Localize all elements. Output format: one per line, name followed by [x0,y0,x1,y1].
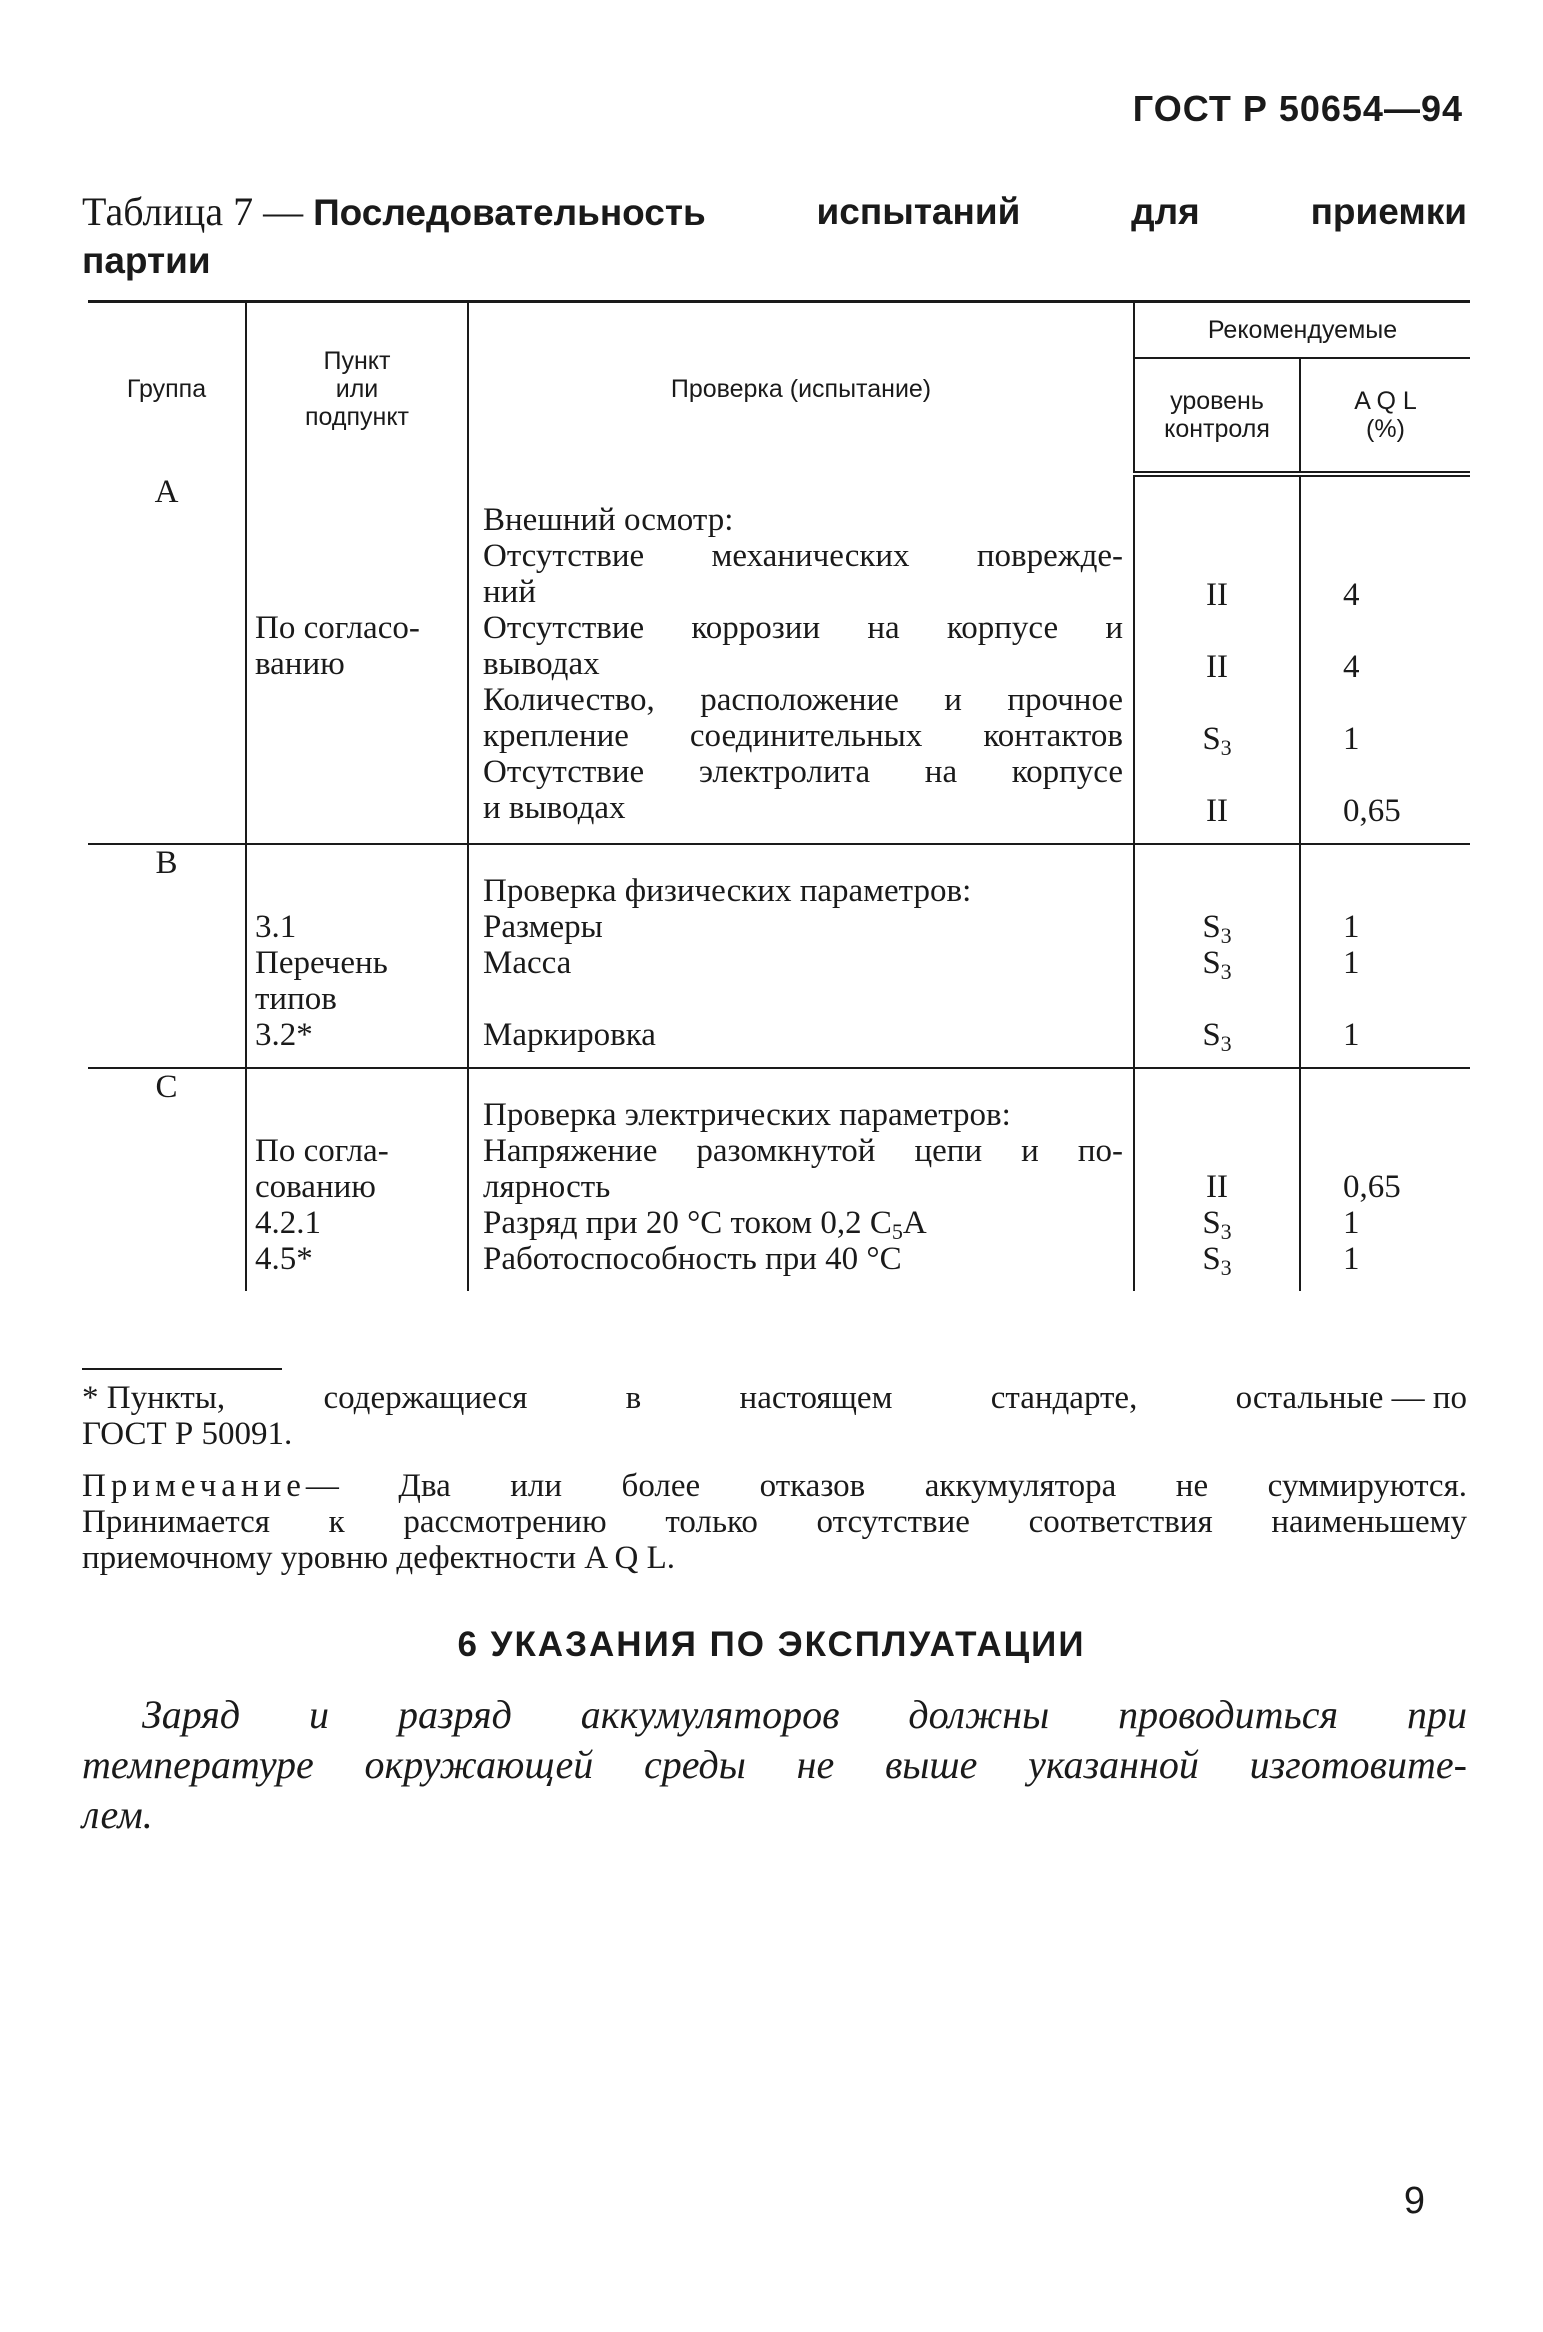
cell-check [468,844,1134,1068]
cell-line: $S_3$ [1135,1017,1299,1053]
cell-line: 3.2* [255,1017,313,1053]
cell-line [1343,873,1470,909]
cell-line [1343,981,1470,1017]
cell-line: 4.2.1 [255,1205,321,1241]
header-aql [1300,358,1470,474]
cell-line [1135,873,1299,909]
cell-line: ний [483,574,536,610]
footnote-rule [82,1368,282,1370]
header-clause-line-3: подпункт [305,402,409,431]
caption-word-2: испытаний [816,191,1021,232]
cell-level [1134,844,1300,1068]
cell-aql [1300,844,1470,1068]
footnote-line-2: ГОСТ Р 50091. [82,1416,293,1452]
cell-aql [1300,1068,1470,1291]
footnote-word: * Пункты, [82,1380,226,1416]
table-body [88,474,1470,1291]
subscript: 3 [1220,1219,1232,1241]
subscript: 3 [1220,1255,1232,1277]
cell-line: $S_3$ [1135,721,1299,757]
footnote-word: содержащиеся [323,1380,528,1416]
cell-line [1343,505,1470,541]
cell-line [1135,757,1299,793]
header-level-line-2: контроля [1164,415,1270,443]
cell-clause [246,1068,468,1291]
cell-line [1135,613,1299,649]
cell-level [1134,474,1300,844]
cell-line: 4.5* [255,1241,313,1277]
header-level-line-1: уровень [1170,387,1264,415]
cell-line: 4 [1343,577,1360,613]
cell-line [1135,1097,1299,1133]
cell-group: A [88,474,246,844]
cell-line: лярность [483,1169,611,1205]
cell-line: $S_3$ [1135,1241,1299,1277]
note-line-2: Принимается к рассмотрению только отсутствие соответствия наименьшему [82,1504,1467,1540]
cell-line: II [1206,649,1228,685]
cell-line [1343,613,1470,649]
footnote [82,1380,1467,1452]
cell-line: Отсутствие коррозии на корпусе и [483,610,1123,646]
cell-line [1343,685,1470,721]
header-recommended: Рекомендуемые [1134,302,1470,359]
cell-line [255,682,467,718]
cell-line [1135,685,1299,721]
cell-line [1343,1133,1470,1169]
cell-line: ванию [255,646,345,682]
cell-line: типов [255,981,337,1017]
cell-line: 0,65 [1343,793,1401,829]
header-clause-line-1: Пункт [323,346,391,375]
subscript: 5 [891,1219,903,1241]
cell-line [255,754,467,790]
cell-group: B [88,844,246,1068]
cell-line: 1 [1343,945,1360,981]
cell-group: C [88,1068,246,1291]
page-number: 9 [1403,2180,1425,2222]
note [82,1468,1467,1576]
note-line-1: — Два или более отказов аккумулятора не суммируются. [305,1468,1467,1504]
cell-line [1135,1133,1299,1169]
cell-line: По согласо- [255,610,420,646]
cell-line: 1 [1343,1205,1360,1241]
section-line-2: температуре окружающей среды не выше указанной изготовите- [82,1742,1467,1787]
cell-line: выводах [483,646,600,682]
cell-line: 1 [1343,909,1360,945]
note-label: Примечание [82,1468,306,1504]
cell-aql [1300,474,1470,844]
cell-line: Разряд при 20 °С током 0,2 $C_5A$ [483,1205,1123,1241]
cell-level [1134,1068,1300,1291]
footnote-word: стандарте, [990,1380,1138,1416]
section-line-3: лем. [82,1792,153,1837]
cell-line: и выводах [483,790,626,826]
cell-line: Работоспособность при 40 °С [483,1241,902,1277]
section-body [82,1690,1467,1840]
cell-line: II [1206,577,1228,613]
cell-line: 1 [1343,721,1360,757]
cell-clause [246,844,468,1068]
cell-line: Размеры [483,909,603,945]
cell-line: Маркировка [483,1017,656,1053]
cell-clause [246,474,468,844]
cell-line [1343,541,1470,577]
subscript: 3 [1220,1031,1232,1053]
header-clause-line-2: или [335,374,379,403]
cell-line: Напряжение разомкнутой цепи и по- [483,1133,1123,1169]
section-title: 6 УКАЗАНИЯ ПО ЭКСПЛУАТАЦИИ [457,1625,1086,1664]
section-line-1: Заряд и разряд аккумуляторов должны проводиться при [142,1692,1467,1737]
note-line-3: приемочному уровню дефектности A Q L. [82,1540,676,1576]
cell-line: $S_3$ [1135,909,1299,945]
cell-line: 0,65 [1343,1169,1401,1205]
cell-line: Количество, расположение и прочное [483,682,1123,718]
test-sequence-table [88,300,1470,1291]
cell-line [483,981,1123,1017]
table-row [88,474,1470,844]
cell-line: Отсутствие механических поврежде- [483,538,1123,574]
cell-line: 3.1 [255,909,297,945]
footnote-word: настоящем [739,1380,893,1416]
header-level [1134,358,1300,474]
cell-line [255,718,467,754]
header-group: Группа [88,302,246,475]
subscript: 3 [1220,735,1232,757]
cell-check [468,474,1134,844]
table-row [88,844,1470,1068]
caption-prefix: Таблица 7 — [82,189,304,234]
caption-word-3: для [1131,191,1200,232]
caption-word-1: Последовательность [313,192,706,233]
cell-line [1135,541,1299,577]
cell-line [1135,981,1299,1017]
cell-line: Масса [483,945,572,981]
footnote-word: в [625,1380,642,1416]
cell-line [255,574,467,610]
subscript: 3 [1220,923,1232,945]
cell-line: $S_3$ [1135,1205,1299,1241]
cell-line: 1 [1343,1017,1360,1053]
header-aql-line-2: (%) [1366,415,1405,443]
cell-line [1135,505,1299,541]
cell-line: Отсутствие электролита на корпусе [483,754,1123,790]
header-check: Проверка (испытание) [468,302,1134,475]
cell-line [255,502,467,538]
table-caption [82,188,1467,285]
cell-line [255,790,467,826]
cell-check [468,1068,1134,1291]
cell-line: $S_3$ [1135,945,1299,981]
caption-word-4: приемки [1310,191,1467,232]
cell-line: II [1206,793,1228,829]
cell-line: Перечень [255,945,388,981]
cell-line: крепление соединительных контактов [483,718,1123,754]
subscript: 3 [1220,959,1232,981]
cell-line: По согла- [255,1133,389,1169]
cell-line [255,538,467,574]
cell-line [1343,757,1470,793]
header-clause [246,302,468,475]
cell-line [255,1097,467,1133]
cell-line: Проверка физических параметров: [483,873,972,909]
cell-line: II [1206,1169,1228,1205]
cell-line [255,873,467,909]
table-row [88,1068,1470,1291]
cell-line: 4 [1343,649,1360,685]
cell-line: Проверка электрических параметров: [483,1097,1011,1133]
footnote-word: остальные — по [1235,1380,1467,1416]
cell-line: сованию [255,1169,376,1205]
header-aql-line-1: A Q L [1354,387,1417,415]
cell-line: 1 [1343,1241,1360,1277]
standard-header: ГОСТ Р 50654—94 [1132,88,1463,129]
caption-line-2: партии [82,240,211,281]
cell-line [1343,1097,1470,1133]
cell-line: Внешний осмотр: [483,502,734,538]
